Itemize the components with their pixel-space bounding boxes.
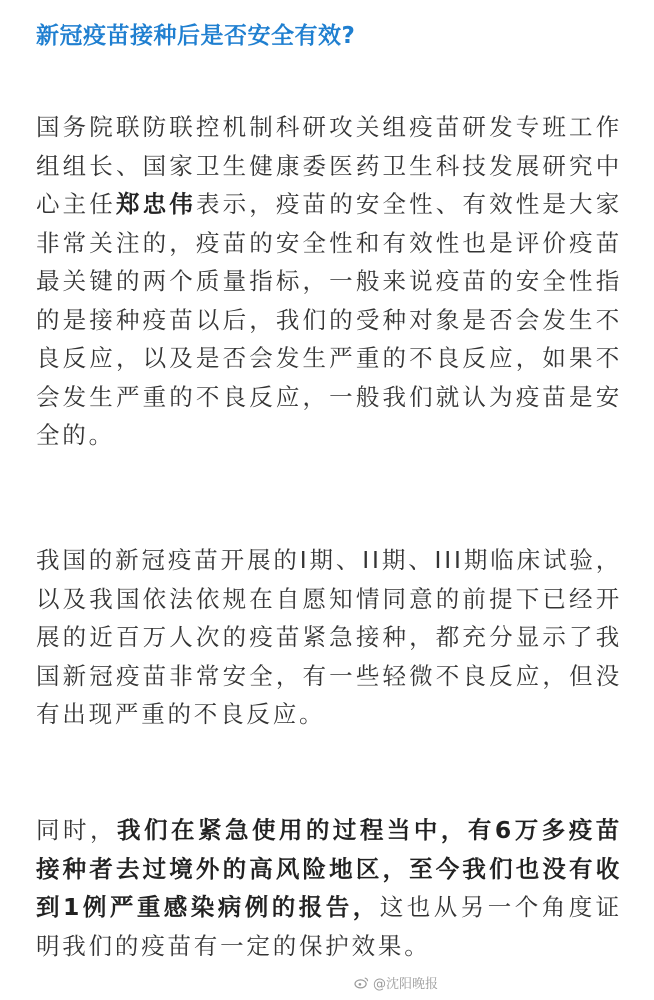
paragraph-1 [36,108,622,455]
paragraph-1-text-a: 国务院联防联控机制科研攻关组疫苗研发专班工作组组长、国家卫生健康委医药卫生科技发展研究中心主任 [36,113,622,218]
paragraph-3-text-c: 这也从另一个角度证明我们的疫苗有一定的保护效果。 [36,893,622,960]
paragraph-3-bold-text: 我们在紧急使用的过程当中，有6万多疫苗接种者去过境外的高风险地区，至今我们也没有收到1例严重感染病例的报告， [36,816,622,921]
paragraph-1-text-b: 表示，疫苗的安全性、有效性是大家非常关注的，疫苗的安全性和有效性也是评价疫苗最关键的两个质量指标，一般来说疫苗的安全性指的是接种疫苗以后，我们的受种对象是否会发生不良反应，以及是否会发生严重的不良反应，如果不会发生严重的不良反应，一般我们就认为疫苗是安全的。 [36,190,623,449]
watermark [354,973,438,992]
paragraph-3 [36,811,622,965]
watermark-text: @沈阳晚报 [372,977,438,992]
paragraph-3-text-a: 同时， [36,816,117,844]
article-title: 新冠疫苗接种后是否安全有效? [36,23,356,49]
paragraph-2: 我国的新冠疫苗开展的I期、II期、III期临床试验，以及我国依法依规在自愿知情同意的前提下已经开展的近百万人次的疫苗紧急接种，都充分显示了我国新冠疫苗非常安全，有一些轻微不良反应，但没有出现严重的不良反应。 [36,546,622,728]
weibo-icon [354,976,369,989]
person-name: 郑忠伟 [115,190,196,218]
